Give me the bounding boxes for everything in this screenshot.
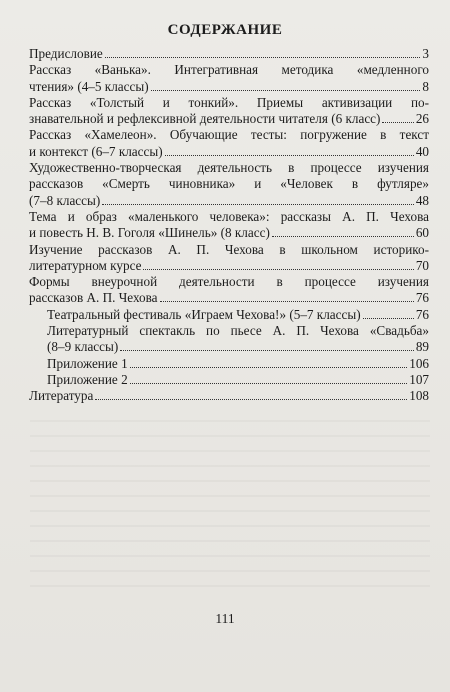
table-of-contents (29, 46, 429, 405)
toc-entry-last-line (47, 307, 429, 323)
toc-entry (29, 160, 429, 209)
toc-entry-page: 48 (415, 192, 429, 208)
dot-leader (130, 383, 408, 384)
toc-entry-last-line (29, 79, 429, 95)
toc-entry-text: знавательной и рефлексивной деятельности читателя (6 класс) (29, 111, 381, 127)
dot-leader (160, 301, 414, 302)
toc-entry (47, 372, 429, 388)
toc-entry-page: 70 (415, 257, 429, 273)
toc-entry (47, 323, 429, 356)
toc-entry-text: Рассказ «Ванька». Интегративная методика «медленного (29, 62, 429, 78)
dot-leader (151, 90, 421, 91)
toc-entry-text: Формы внеурочной деятельности в процессе изучения (29, 274, 429, 290)
toc-entry-page: 107 (409, 371, 429, 387)
toc-entry-last-line (47, 339, 429, 355)
show-through-text (30, 420, 430, 600)
toc-entry-page: 106 (409, 355, 429, 371)
toc-entry (29, 95, 429, 128)
toc-entry (47, 356, 429, 372)
page-number: 111 (215, 611, 235, 626)
toc-entry-text: Рассказ «Хамелеон». Обучающие тесты: погружение в текст (29, 127, 429, 143)
toc-entry (29, 274, 429, 307)
toc-entry-last-line (29, 225, 429, 241)
toc-entry-last-line (29, 290, 429, 306)
toc-entry-last-line (29, 46, 429, 62)
toc-entry-text: Изучение рассказов А. П. Чехова в школьном историко- (29, 241, 429, 257)
toc-entry-text: (8–9 классы) (47, 339, 119, 355)
toc-entry (29, 209, 429, 242)
toc-entry-page: 26 (415, 111, 429, 127)
toc-entry-text: Художественно-творческая деятельность в процессе изучения (29, 160, 429, 176)
toc-entry-page: 8 (422, 78, 429, 94)
toc-entry-last-line (29, 111, 429, 127)
dot-leader (130, 367, 408, 368)
toc-entry-text: рассказов «Смерть чиновника» и «Человек в футляре» (29, 176, 429, 192)
toc-entry-page: 76 (415, 290, 429, 306)
dot-leader (102, 204, 414, 205)
toc-entry-page: 3 (422, 46, 429, 61)
toc-entry (29, 62, 429, 95)
toc-entry (29, 46, 429, 62)
dot-leader (382, 122, 413, 123)
dot-leader (120, 350, 414, 351)
toc-entry-text: рассказов А. П. Чехова (29, 290, 158, 306)
toc-entry-page: 108 (409, 388, 429, 404)
toc-entry-text: Литературный спектакль по пьесе А. П. Чехова «Свадьба» (47, 323, 429, 339)
toc-entry-text: Театральный фестиваль «Играем Чехова!» (5–7 классы) (47, 306, 361, 322)
toc-entry-page: 40 (415, 143, 429, 159)
toc-entry-text: (7–8 классы) (29, 192, 101, 208)
toc-entry-text: Рассказ «Толстый и тонкий». Приемы активизации по- (29, 94, 429, 110)
toc-entry-last-line (47, 372, 429, 388)
toc-entry-page: 60 (415, 225, 429, 241)
toc-entry-last-line (29, 193, 429, 209)
toc-entry (29, 242, 429, 275)
dot-leader (272, 236, 414, 237)
dot-leader (105, 57, 421, 58)
toc-entry-text: Приложение 1 (47, 355, 128, 371)
dot-leader (363, 318, 414, 319)
toc-entry-text: чтения» (4–5 классы) (29, 78, 149, 94)
toc-entry-text: Предисловие (29, 46, 103, 61)
toc-entry-last-line (29, 144, 429, 160)
toc-entry-text: Литература (29, 388, 94, 404)
toc-entry-text: литературном курсе (29, 257, 142, 273)
toc-entry-text: и контекст (6–7 классы) (29, 143, 163, 159)
page-title: СОДЕРЖАНИЕ (167, 22, 283, 38)
toc-entry-text: и повесть Н. В. Гоголя «Шинель» (8 класс) (29, 225, 270, 241)
toc-entry (29, 127, 429, 160)
toc-entry (29, 388, 429, 404)
dot-leader (143, 269, 413, 270)
toc-entry-last-line (47, 356, 429, 372)
toc-entry-page: 89 (415, 339, 429, 355)
toc-entry-page: 76 (415, 306, 429, 322)
dot-leader (95, 399, 407, 400)
dot-leader (165, 155, 414, 156)
toc-entry-last-line (29, 258, 429, 274)
toc-entry (47, 307, 429, 323)
toc-entry-last-line (29, 388, 429, 404)
toc-entry-text: Приложение 2 (47, 371, 128, 387)
toc-entry-text: Тема и образ «маленького человека»: рассказы А. П. Чехова (29, 208, 429, 224)
